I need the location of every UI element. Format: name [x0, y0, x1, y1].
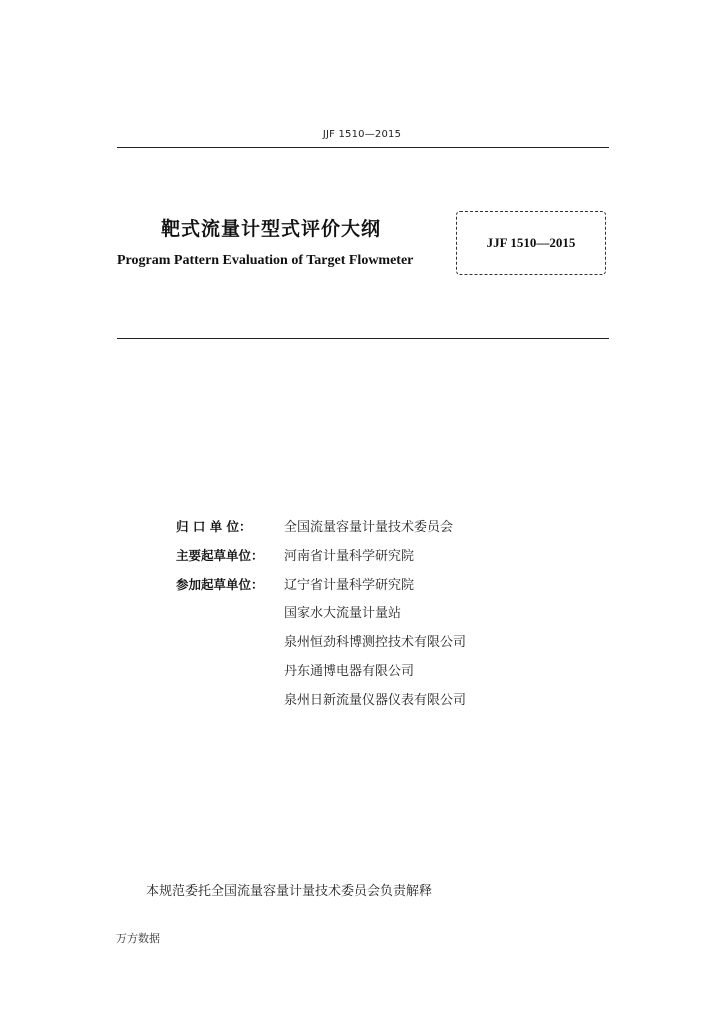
org-value: 泉州恒劲科博测控技术有限公司 — [284, 635, 467, 650]
org-row-participating-drafter — [176, 599, 596, 628]
org-value: 河南省计量科学研究院 — [284, 549, 415, 564]
stamp-code-text: JJF 1510—2015 — [486, 235, 576, 250]
org-row-participating-drafter — [176, 686, 596, 715]
top-rule-divider — [117, 147, 609, 148]
org-row-participating-drafter — [176, 570, 596, 599]
middle-rule-divider — [117, 338, 609, 339]
org-value: 辽宁省计量科学研究院 — [284, 578, 415, 593]
org-label: 主要起草单位： — [176, 548, 264, 563]
org-value: 泉州日新流量仪器仪表有限公司 — [284, 693, 467, 708]
org-value: 丹东通博电器有限公司 — [284, 664, 415, 679]
interpretation-note: 本规范委托全国流量容量计量技术委员会负责解释 — [146, 884, 433, 899]
org-value: 全国流量容量计量技术委员会 — [284, 520, 454, 535]
org-row-main-drafter — [176, 541, 596, 570]
org-value: 国家水大流量计量站 — [284, 606, 402, 621]
org-row-responsible — [176, 512, 596, 541]
source-watermark: 万方数据 — [116, 932, 160, 945]
org-row-participating-drafter — [176, 657, 596, 686]
document-title-english: Program Pattern Evaluation of Target Flowmeter — [117, 253, 414, 268]
header-standard-code: JJF 1510—2015 — [322, 129, 402, 140]
organization-list — [176, 512, 596, 715]
org-row-participating-drafter — [176, 628, 596, 657]
document-title-chinese: 靶式流量计型式评价大纲 — [161, 218, 382, 240]
org-label: 参加起草单位： — [176, 577, 264, 592]
org-label: 归 口 单 位： — [176, 519, 252, 534]
standard-code-stamp — [456, 211, 606, 275]
